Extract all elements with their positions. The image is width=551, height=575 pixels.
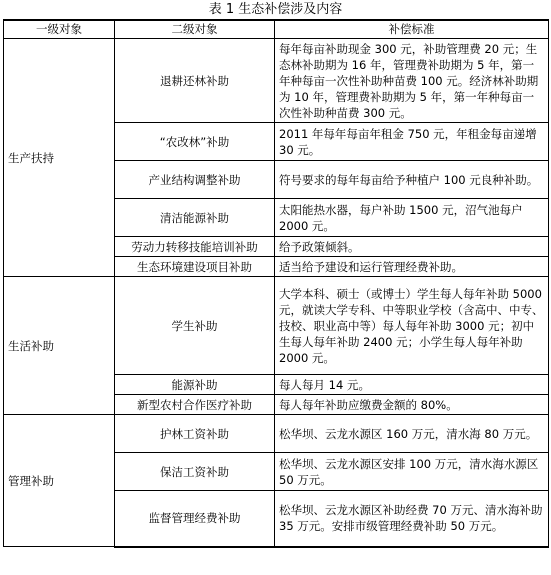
standard-cell: 适当给予建设和运行管理经费补助。 — [275, 257, 549, 277]
level2-cell: 产业结构调整补助 — [115, 161, 275, 199]
standard-cell: 2011 年每年每亩年租金 750 元，年租金每亩递增 30 元。 — [275, 123, 549, 161]
group-label: 生产扶持 — [8, 150, 54, 165]
header-col2: 二级对象 — [115, 20, 275, 39]
standard-cell: 太阳能热水器，每户补助 1500 元，沼气池每户 2000 元。 — [275, 199, 549, 237]
level1-management — [4, 415, 115, 547]
level2-cell: 保洁工资补助 — [115, 453, 275, 491]
standard-cell: 松华坝、云龙水源区 160 万元，清水海 80 万元。 — [275, 415, 549, 453]
level2-cell: 生态环境建设项目补助 — [115, 257, 275, 277]
level2-cell: 劳动力转移技能培训补助 — [115, 237, 275, 257]
standard-cell: 给予政策倾斜。 — [275, 237, 549, 257]
standard-cell: 每人每年补助应缴费金额的 80%。 — [275, 395, 549, 415]
group-label: 管理补助 — [8, 473, 54, 488]
level1-living — [4, 277, 115, 415]
level2-cell: 监督管理经费补助 — [115, 491, 275, 547]
table-row — [4, 277, 549, 375]
level2-cell: “农改林”补助 — [115, 123, 275, 161]
compensation-table — [3, 19, 549, 548]
table-row — [4, 39, 549, 123]
level2-cell: 退耕还林补助 — [115, 39, 275, 123]
header-col1: 一级对象 — [4, 20, 115, 39]
table-title: 表 1 生态补偿涉及内容 — [208, 2, 343, 17]
standard-cell: 每年每亩补助现金 300 元，补助管理费 20 元；生态林补助期为 16 年，管理费补助期为 5 年，第一年种每亩一次性补助种苗费 100 元。经济林补助期为 10 年，管理费补助期为 5 年，第一年种每亩一次性补助种苗费 300 元。 — [275, 39, 549, 123]
table-row — [4, 415, 549, 453]
level2-cell: 学生补助 — [115, 277, 275, 375]
level2-cell: 能源补助 — [115, 375, 275, 395]
standard-cell: 大学本科、硕士（或博士）学生每人每年补助 5000 元，就读大学专科、中等职业学校（含高中、中专、技校、职业高中等）每人每年补助 3000 元；初中生每人每年补助 2400 元；小学生每人每年补助 2000 元。 — [275, 277, 549, 375]
standard-cell: 符号要求的每年每亩给予种植户 100 元良种补助。 — [275, 161, 549, 199]
level2-cell: 新型农村合作医疗补助 — [115, 395, 275, 415]
level2-cell: 清洁能源补助 — [115, 199, 275, 237]
standard-cell: 松华坝、云龙水源区补助经费 70 万元、清水海补助 35 万元。安排市级管理经费补助 50 万元。 — [275, 491, 549, 547]
level2-cell: 护林工资补助 — [115, 415, 275, 453]
table-header-row — [4, 20, 549, 39]
level1-production — [4, 39, 115, 277]
group-label: 生活补助 — [8, 338, 54, 353]
standard-cell: 每人每月 14 元。 — [275, 375, 549, 395]
standard-cell: 松华坝、云龙水源区安排 100 万元，清水海水源区 50 万元。 — [275, 453, 549, 491]
header-col3: 补偿标准 — [275, 20, 549, 39]
